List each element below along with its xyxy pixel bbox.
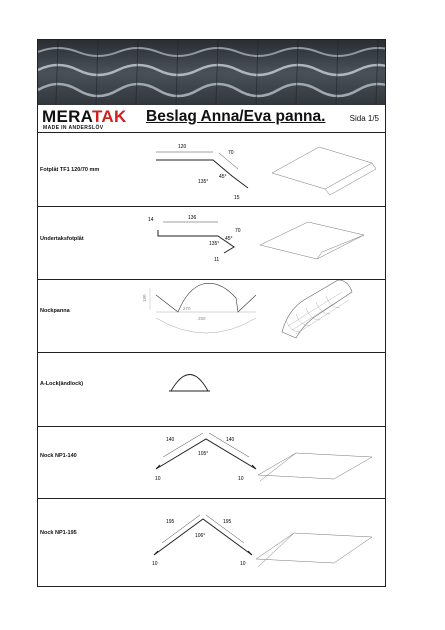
svg-text:10: 10 <box>238 476 244 482</box>
row-undertaksfotplat <box>38 207 385 280</box>
svg-text:11: 11 <box>214 257 220 263</box>
svg-text:14: 14 <box>148 217 154 223</box>
row-label: Fotplåt TF1 120/70 mm <box>40 167 100 173</box>
svg-text:10: 10 <box>155 476 161 482</box>
page-title: Beslag Anna/Eva panna. <box>146 108 326 125</box>
svg-text:195: 195 <box>223 519 232 525</box>
product-sheet <box>37 39 386 587</box>
svg-text:106°: 106° <box>195 533 206 539</box>
row-label: Nock NP1-140 <box>40 453 77 459</box>
row-nock-np1-195 <box>38 499 385 587</box>
row-nockpanna <box>38 280 385 353</box>
row-a-lock <box>38 353 385 427</box>
logo-tagline: MADE IN ANDERSLÖV <box>43 125 104 131</box>
svg-text:70: 70 <box>228 150 234 156</box>
svg-text:140: 140 <box>226 437 235 443</box>
svg-text:10: 10 <box>240 561 246 567</box>
fotplat-profile-drawing <box>38 133 387 207</box>
row-nock-np1-140 <box>38 427 385 499</box>
svg-text:135°: 135° <box>198 179 209 185</box>
svg-text:10: 10 <box>152 561 158 567</box>
svg-text:105°: 105° <box>198 451 209 457</box>
svg-text:15: 15 <box>234 195 240 201</box>
svg-text:120: 120 <box>178 144 187 150</box>
svg-text:135°: 135° <box>209 241 220 247</box>
row-label: Nockpanna <box>40 308 70 314</box>
svg-text:270: 270 <box>183 306 191 311</box>
page-number: Sida 1/5 <box>349 114 379 123</box>
svg-text:140: 140 <box>166 437 175 443</box>
nock-np1-195-profile-drawing <box>38 499 387 587</box>
nock-np1-140-profile-drawing <box>38 427 387 499</box>
svg-text:250: 250 <box>198 316 206 321</box>
row-fotplat <box>38 133 385 207</box>
sheet-header <box>38 105 385 133</box>
a-lock-profile-drawing <box>38 353 387 427</box>
row-label: A-Lock(ändlock) <box>40 381 84 387</box>
svg-text:45°: 45° <box>225 236 233 242</box>
svg-text:45°: 45° <box>219 174 227 180</box>
svg-text:70: 70 <box>235 228 241 234</box>
row-label: Nock NP1-195 <box>40 530 77 536</box>
nockpanna-profile-drawing <box>38 280 387 353</box>
meratak-logo: MERATAK <box>42 107 127 126</box>
svg-text:180: 180 <box>142 294 147 302</box>
undertaksfotplat-profile-drawing <box>38 207 387 280</box>
svg-text:195: 195 <box>166 519 175 525</box>
row-label: Undertaksfotplåt <box>40 236 84 242</box>
svg-text:136: 136 <box>188 215 197 221</box>
roof-tile-photo <box>38 40 385 105</box>
